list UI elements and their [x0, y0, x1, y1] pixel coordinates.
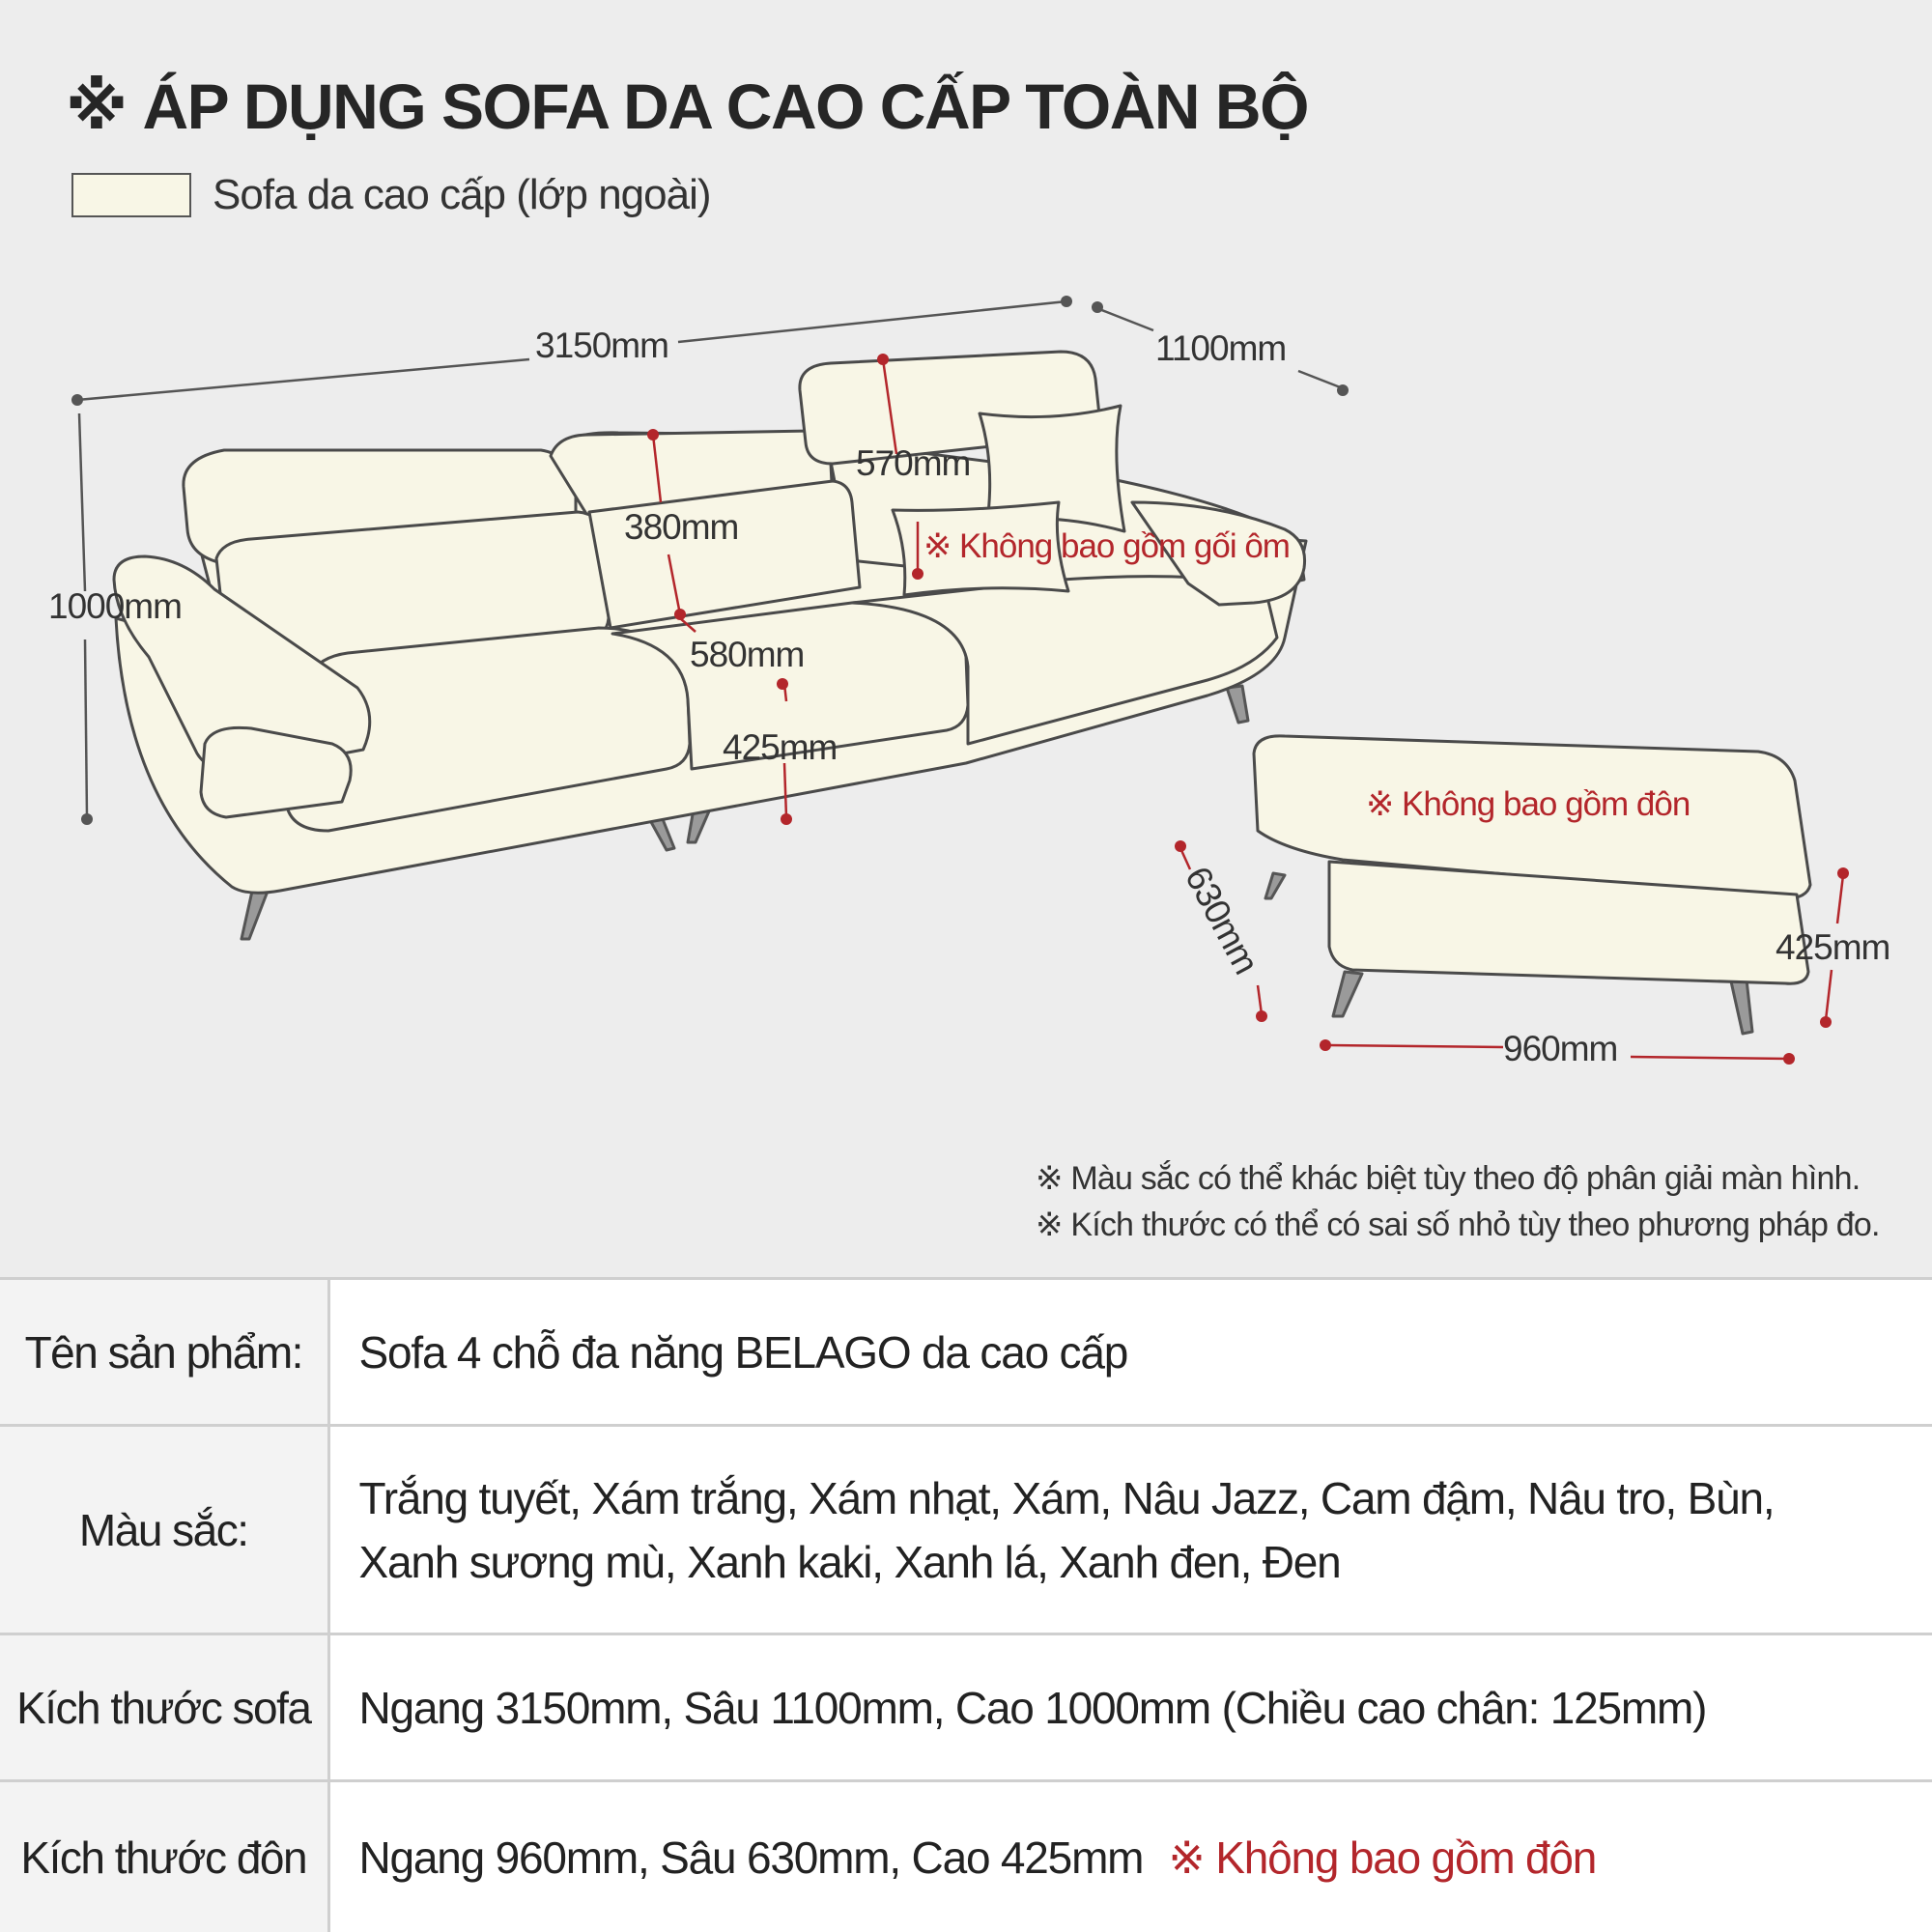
spec-label: Màu sắc: [0, 1426, 328, 1634]
label-ottoman-width: 960mm [1503, 1029, 1618, 1068]
spec-value [328, 1781, 1932, 1932]
label-headrest-height: 570mm [856, 443, 971, 483]
ottoman-note: ※ Không bao gồm đôn [1168, 1833, 1597, 1884]
spec-value: Ngang 3150mm, Sâu 1100mm, Cao 1000mm (Chiều cao chân: 125mm) [328, 1634, 1932, 1781]
spec-value [328, 1426, 1932, 1634]
spec-row-sofa-size [0, 1634, 1932, 1781]
label-ottoman-depth: 630mm [1177, 860, 1266, 980]
ottoman-size-text: Ngang 960mm, Sâu 630mm, Cao 425mm [358, 1833, 1144, 1884]
label-backrest-height: 380mm [624, 507, 739, 547]
spec-label: Kích thước đôn [0, 1781, 328, 1932]
label-ottoman-height: 425mm [1776, 927, 1890, 967]
spec-value: Sofa 4 chỗ đa năng BELAGO da cao cấp [328, 1279, 1932, 1426]
color-list-line-2: Xanh sương mù, Xanh kaki, Xanh lá, Xanh đen, Đen [358, 1536, 1341, 1587]
footnotes [1036, 1155, 1880, 1248]
label-sofa-height: 1000mm [48, 586, 182, 626]
note-no-ottoman: ※ Không bao gồm đôn [1366, 785, 1690, 823]
label-seat-height: 425mm [723, 727, 838, 767]
footnote-color: ※ Màu sắc có thể khác biệt tùy theo độ phân giải màn hình. [1036, 1160, 1861, 1197]
spec-table [0, 1277, 1932, 1932]
spec-row-ottoman-size [0, 1781, 1932, 1932]
spec-row-color [0, 1426, 1932, 1634]
spec-row-name [0, 1279, 1932, 1426]
label-sofa-width: 3150mm [535, 326, 668, 365]
label-seat-depth: 580mm [690, 635, 805, 674]
spec-label: Kích thước sofa [0, 1634, 328, 1781]
page-title: ※ ÁP DỤNG SOFA DA CAO CẤP TOÀN BỘ [66, 71, 1308, 142]
footnote-measure: ※ Kích thước có thể có sai số nhỏ tùy theo phương pháp đo. [1036, 1207, 1880, 1243]
legend-label: Sofa da cao cấp (lớp ngoài) [213, 171, 711, 218]
label-sofa-depth: 1100mm [1155, 328, 1287, 368]
color-list-line-1: Trắng tuyết, Xám trắng, Xám nhạt, Xám, Nâu Jazz, Cam đậm, Nâu tro, Bùn, [358, 1472, 1775, 1523]
note-no-pillow: ※ Không bao gồm gối ôm [923, 527, 1290, 565]
spec-label: Tên sản phẩm: [0, 1279, 328, 1426]
